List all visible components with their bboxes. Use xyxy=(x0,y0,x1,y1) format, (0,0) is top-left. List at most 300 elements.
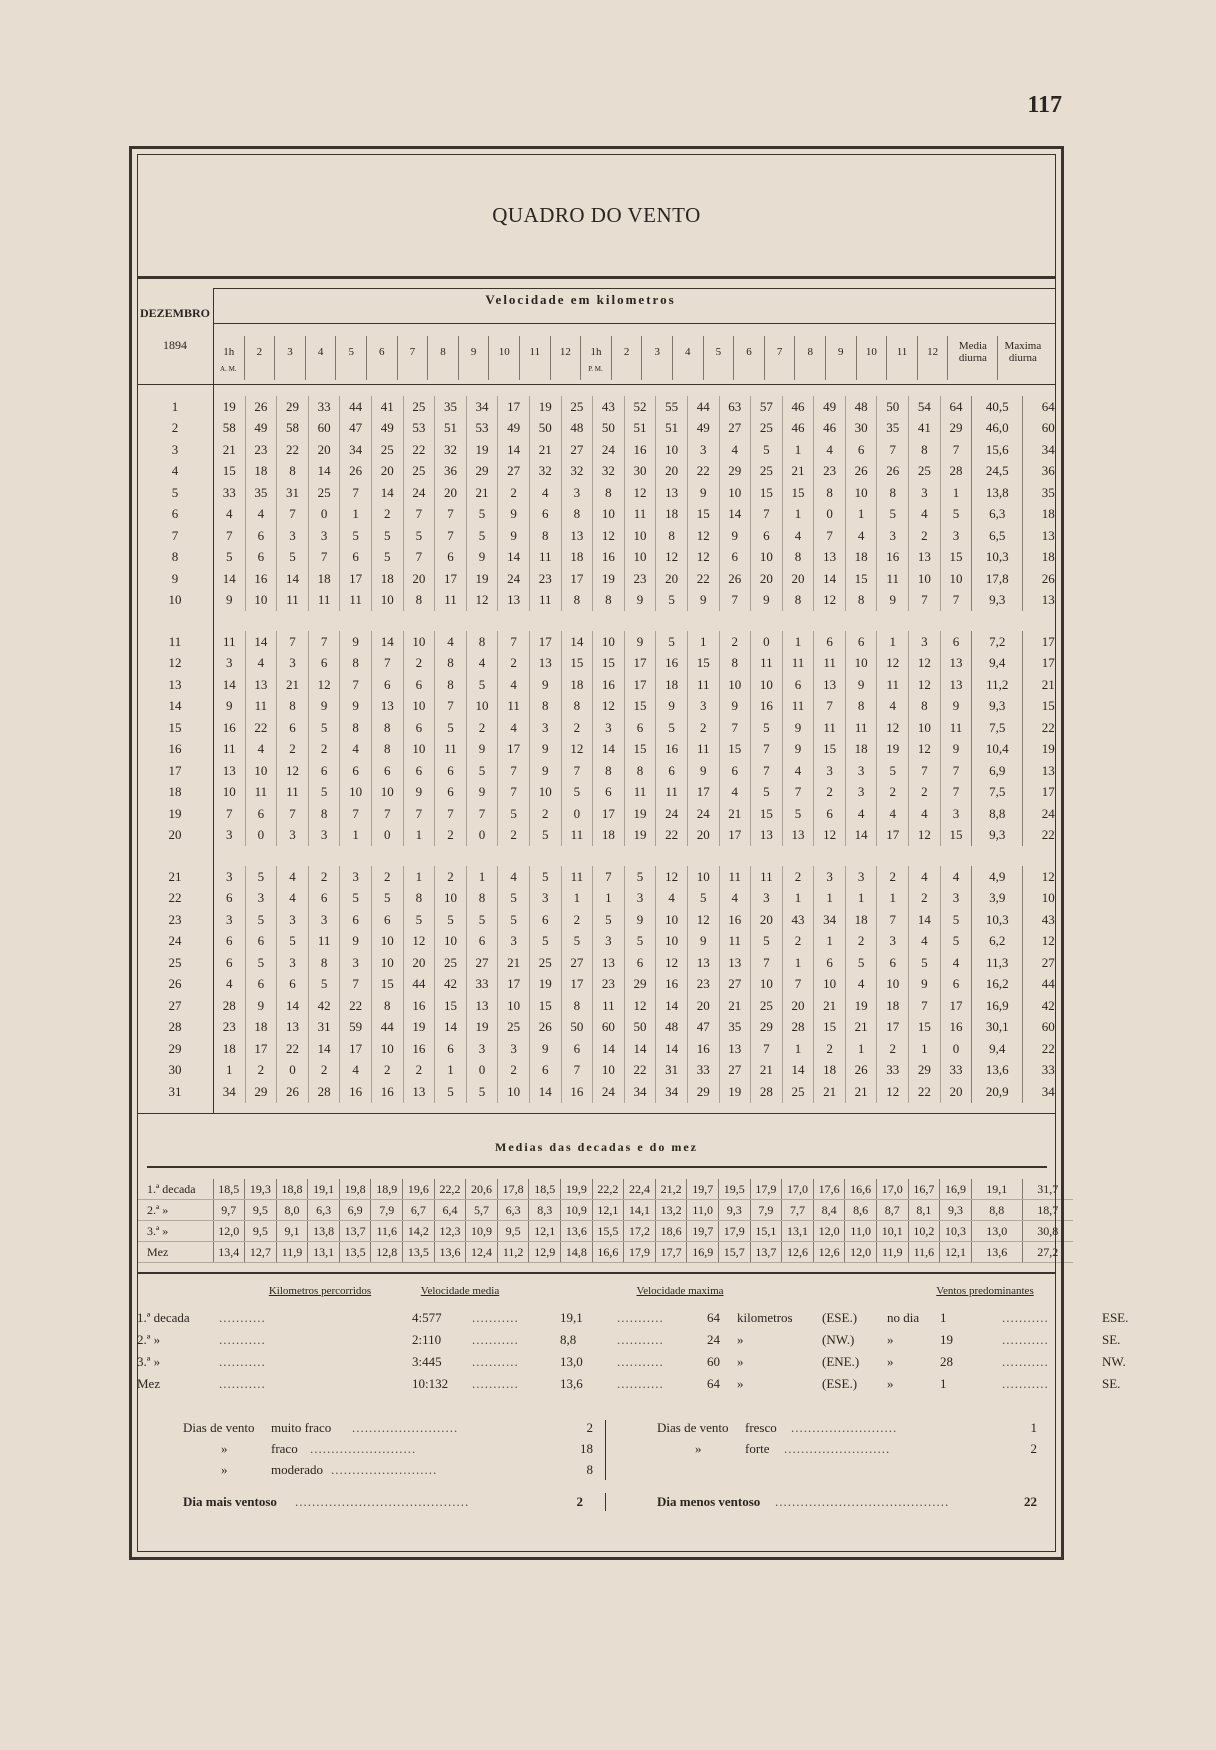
velocity-cell: 9 xyxy=(498,504,530,526)
velocity-cell: 8 xyxy=(277,461,309,483)
day-cell: 22 xyxy=(168,890,182,906)
velocity-cell: 3 xyxy=(340,866,372,888)
velocity-cell: 5 xyxy=(308,782,340,804)
mean-cell: 9,3 xyxy=(719,1200,751,1221)
velocity-cell: 3 xyxy=(529,888,561,910)
velocity-cell: 13 xyxy=(909,547,941,569)
mean-cell: 8,6 xyxy=(845,1200,877,1221)
velocity-cell: 3 xyxy=(277,825,309,847)
velocity-cell: 17 xyxy=(593,803,625,825)
velocity-cell: 7 xyxy=(782,974,814,996)
summary-unit: kilometros xyxy=(737,1310,793,1325)
hour-header: 10 xyxy=(856,336,887,380)
velocity-cell: 26 xyxy=(719,568,751,590)
mean-cell: 17,2 xyxy=(624,1221,656,1242)
table-row xyxy=(137,717,1073,739)
velocity-cell: 4 xyxy=(782,760,814,782)
velocity-cell: 4 xyxy=(877,803,909,825)
data-bottom-rule xyxy=(137,1113,1056,1114)
day-cell: 6 xyxy=(171,506,179,522)
velocity-cell: 29 xyxy=(245,1081,277,1103)
daily-mean-cell: 10,4 xyxy=(972,739,1023,761)
velocity-cell: 10 xyxy=(719,674,751,696)
velocity-cell: 6 xyxy=(277,717,309,739)
velocity-cell: 11 xyxy=(593,995,625,1017)
mean-cell: 19,6 xyxy=(403,1179,435,1200)
velocity-cell: 18 xyxy=(845,739,877,761)
means-row xyxy=(137,1221,1073,1242)
velocity-cell: 13 xyxy=(814,547,846,569)
velocity-cell: 44 xyxy=(340,396,372,418)
velocity-cell: 2 xyxy=(909,782,941,804)
velocity-cell: 3 xyxy=(940,525,972,547)
hour-header: 3 xyxy=(641,336,672,380)
velocity-cell: 13 xyxy=(719,1038,751,1060)
daily-mean-cell: 17,8 xyxy=(972,568,1023,590)
means-row xyxy=(137,1179,1073,1200)
velocity-cell: 14 xyxy=(845,825,877,847)
velocity-cell: 5 xyxy=(751,439,783,461)
velocity-cell: 5 xyxy=(877,504,909,526)
velocity-cell: 8 xyxy=(782,590,814,612)
velocity-cell: 14 xyxy=(214,674,246,696)
velocity-cell: 27 xyxy=(719,1060,751,1082)
velocity-cell: 3 xyxy=(940,803,972,825)
velocity-cell: 10 xyxy=(593,631,625,653)
velocity-cell: 4 xyxy=(814,439,846,461)
velocity-cell: 9 xyxy=(214,696,246,718)
velocity-cell: 2 xyxy=(909,525,941,547)
velocity-cell: 9 xyxy=(719,525,751,547)
velocity-cell: 12 xyxy=(656,952,688,974)
velocity-label: Velocidade em kilometros xyxy=(485,292,676,307)
velocity-cell: 11 xyxy=(751,866,783,888)
daily-mean-cell: 16,2 xyxy=(972,974,1023,996)
velocity-cell: 5 xyxy=(751,717,783,739)
velocity-cell: 3 xyxy=(593,931,625,953)
means-label: Medias das decadas e do mez xyxy=(495,1140,698,1154)
velocity-cell: 7 xyxy=(308,631,340,653)
dots: ........... xyxy=(1002,1376,1049,1391)
velocity-cell: 25 xyxy=(751,461,783,483)
velocity-cell: 1 xyxy=(214,1060,246,1082)
velocity-cell: 12 xyxy=(624,482,656,504)
velocity-cell: 22 xyxy=(403,439,435,461)
velocity-cell: 7 xyxy=(877,909,909,931)
daily-max-cell: 35 xyxy=(1023,482,1074,504)
velocity-cell: 9 xyxy=(340,696,372,718)
hour-header: 9 xyxy=(458,336,489,380)
mean-cell: 9,5 xyxy=(245,1221,277,1242)
mean-cell: 8,4 xyxy=(813,1200,845,1221)
velocity-cell: 27 xyxy=(498,461,530,483)
velocity-cell: 17 xyxy=(624,653,656,675)
velocity-cell: 5 xyxy=(466,504,498,526)
velocity-cell: 7 xyxy=(371,653,403,675)
velocity-cell: 4 xyxy=(214,504,246,526)
velocity-cell: 12 xyxy=(687,909,719,931)
velocity-cell: 5 xyxy=(371,547,403,569)
velocity-cell: 14 xyxy=(371,482,403,504)
velocity-cell: 10 xyxy=(529,782,561,804)
velocity-cell: 10 xyxy=(403,696,435,718)
velocity-cell: 19 xyxy=(624,825,656,847)
velocity-cell: 33 xyxy=(466,974,498,996)
mean-cell: 11,2 xyxy=(497,1242,529,1263)
velocity-cell: 4 xyxy=(845,803,877,825)
day-cell: 20 xyxy=(168,827,182,843)
velocity-cell: 21 xyxy=(214,439,246,461)
velocity-cell: 11 xyxy=(687,739,719,761)
table-row xyxy=(137,590,1073,612)
velocity-cell: 1 xyxy=(782,631,814,653)
mean-cell: 6,7 xyxy=(403,1200,435,1221)
velocity-cell: 8 xyxy=(656,525,688,547)
dots: ........... xyxy=(617,1354,664,1369)
velocity-cell: 14 xyxy=(277,995,309,1017)
velocity-cell: 17 xyxy=(687,782,719,804)
summary-max: 64 xyxy=(707,1376,720,1391)
velocity-cell: 1 xyxy=(403,825,435,847)
hour-header: 10 xyxy=(488,336,519,380)
table-row xyxy=(137,482,1073,504)
velocity-cell: 13 xyxy=(814,674,846,696)
summary-winds-header: Ventos predominantes xyxy=(936,1285,1034,1297)
velocity-cell: 18 xyxy=(214,1038,246,1060)
velocity-cell: 16 xyxy=(593,547,625,569)
means-label-cell: 2.ª » xyxy=(137,1200,213,1221)
velocity-cell: 12 xyxy=(308,674,340,696)
daily-max-cell: 17 xyxy=(1023,631,1074,653)
velocity-cell: 15 xyxy=(782,482,814,504)
velocity-cell: 8 xyxy=(719,653,751,675)
daily-mean-cell: 46,0 xyxy=(972,418,1023,440)
means-row xyxy=(137,1200,1073,1221)
velocity-cell: 14 xyxy=(498,547,530,569)
velocity-cell: 6 xyxy=(403,760,435,782)
velocity-cell: 22 xyxy=(277,1038,309,1060)
velocity-cell: 28 xyxy=(782,1017,814,1039)
daily-max-cell: 12 xyxy=(1023,866,1074,888)
velocity-cell: 6 xyxy=(814,803,846,825)
summary-row xyxy=(137,1310,1129,1330)
hour-header: 3 xyxy=(274,336,305,380)
velocity-cell: 9 xyxy=(687,590,719,612)
velocity-cell: 9 xyxy=(624,590,656,612)
velocity-cell: 14 xyxy=(435,1017,467,1039)
velocity-cell: 35 xyxy=(877,418,909,440)
velocity-cell: 1 xyxy=(782,504,814,526)
velocity-cell: 11 xyxy=(656,782,688,804)
velocity-cell: 5 xyxy=(656,590,688,612)
velocity-cell: 4 xyxy=(909,866,941,888)
day-cell: 19 xyxy=(168,805,182,821)
mean-cell: 6,9 xyxy=(339,1200,371,1221)
velocity-cell: 5 xyxy=(561,782,593,804)
velocity-cell: 8 xyxy=(561,696,593,718)
hours-header xyxy=(213,330,1056,380)
mean-cell: 6,3 xyxy=(308,1200,340,1221)
mean-cell: 14,2 xyxy=(403,1221,435,1242)
period-mean-cell: 8,8 xyxy=(971,1200,1022,1221)
velocity-cell: 49 xyxy=(371,418,403,440)
velocity-cell: 4 xyxy=(214,974,246,996)
velocity-cell: 2 xyxy=(498,653,530,675)
velocity-cell: 1 xyxy=(845,888,877,910)
daily-mean-cell: 20,9 xyxy=(972,1081,1023,1103)
hour-header: 5 xyxy=(335,336,366,380)
day-cell: 25 xyxy=(168,954,182,970)
daily-mean-cell: 24,5 xyxy=(972,461,1023,483)
velocity-cell: 2 xyxy=(561,909,593,931)
decade-gap xyxy=(137,611,1073,631)
velocity-cell: 10 xyxy=(371,782,403,804)
velocity-cell: 15 xyxy=(845,568,877,590)
velocity-cell: 32 xyxy=(561,461,593,483)
velocity-cell: 14 xyxy=(214,568,246,590)
velocity-cell: 25 xyxy=(561,396,593,418)
summary-unit: » xyxy=(737,1332,744,1347)
table-row xyxy=(137,461,1073,483)
velocity-cell: 29 xyxy=(909,1060,941,1082)
summary-dir: (ESE.) xyxy=(822,1310,858,1325)
velocity-cell: 4 xyxy=(940,866,972,888)
mean-cell: 17,6 xyxy=(813,1179,845,1200)
velocity-cell: 11 xyxy=(498,696,530,718)
velocity-cell: 4 xyxy=(529,482,561,504)
hour-header: 1h xyxy=(213,336,244,380)
velocity-cell: 8 xyxy=(308,803,340,825)
velocity-cell: 24 xyxy=(403,482,435,504)
velocity-cell: 9 xyxy=(845,674,877,696)
summary-day: 1 xyxy=(940,1376,947,1391)
daily-max-cell: 42 xyxy=(1023,995,1074,1017)
velocity-cell: 26 xyxy=(277,1081,309,1103)
velocity-cell: 20 xyxy=(403,568,435,590)
velocity-cell: 7 xyxy=(340,803,372,825)
velocity-cell: 3 xyxy=(845,760,877,782)
velocity-cell: 6 xyxy=(624,717,656,739)
velocity-cell: 29 xyxy=(719,461,751,483)
velocity-cell: 10 xyxy=(498,1081,530,1103)
velocity-cell: 8 xyxy=(593,760,625,782)
hour-header: 7 xyxy=(397,336,428,380)
velocity-cell: 20 xyxy=(656,461,688,483)
mean-header: Media diurna xyxy=(947,336,997,380)
table-row xyxy=(137,909,1073,931)
velocity-cell: 2 xyxy=(529,803,561,825)
velocity-cell: 6 xyxy=(782,674,814,696)
velocity-cell: 25 xyxy=(371,439,403,461)
day-cell: 10 xyxy=(168,592,182,608)
velocity-cell: 5 xyxy=(687,888,719,910)
mean-cell: 19,7 xyxy=(687,1179,719,1200)
velocity-cell: 49 xyxy=(814,396,846,418)
mean-cell: 17,9 xyxy=(624,1242,656,1263)
velocity-cell: 35 xyxy=(435,396,467,418)
mean-cell: 12,7 xyxy=(245,1242,277,1263)
velocity-cell: 5 xyxy=(340,525,372,547)
velocity-cell: 12 xyxy=(909,653,941,675)
velocity-cell: 0 xyxy=(371,825,403,847)
velocity-cell: 8 xyxy=(877,482,909,504)
velocity-cell: 11 xyxy=(277,590,309,612)
velocity-cell: 50 xyxy=(529,418,561,440)
velocity-cell: 1 xyxy=(909,1038,941,1060)
velocity-cell: 1 xyxy=(466,866,498,888)
hour-header: 8 xyxy=(794,336,825,380)
page-number: 117 xyxy=(1027,92,1062,118)
velocity-cell: 1 xyxy=(814,888,846,910)
page-title: QUADRO DO VENTO xyxy=(492,203,701,227)
velocity-cell: 11 xyxy=(308,931,340,953)
velocity-cell: 9 xyxy=(782,717,814,739)
velocity-cell: 3 xyxy=(498,931,530,953)
velocity-cell: 15 xyxy=(529,995,561,1017)
daily-max-cell: 21 xyxy=(1023,674,1074,696)
velocity-cell: 3 xyxy=(214,825,246,847)
velocity-cell: 3 xyxy=(593,717,625,739)
velocity-cell: 32 xyxy=(593,461,625,483)
day-cell: 30 xyxy=(168,1062,182,1078)
velocity-cell: 6 xyxy=(877,952,909,974)
velocity-cell: 21 xyxy=(845,1081,877,1103)
velocity-cell: 15 xyxy=(909,1017,941,1039)
velocity-cell: 12 xyxy=(814,590,846,612)
velocity-cell: 30 xyxy=(845,418,877,440)
velocity-cell: 34 xyxy=(814,909,846,931)
mean-cell: 18,8 xyxy=(276,1179,308,1200)
mean-cell: 22,4 xyxy=(624,1179,656,1200)
velocity-cell: 17 xyxy=(245,1038,277,1060)
velocity-cell: 5 xyxy=(529,931,561,953)
hour-header: 5 xyxy=(703,336,734,380)
velocity-cell: 19 xyxy=(529,974,561,996)
velocity-cell: 12 xyxy=(687,525,719,547)
velocity-cell: 21 xyxy=(751,1060,783,1082)
velocity-cell: 1 xyxy=(782,888,814,910)
day-cell: 7 xyxy=(171,527,179,543)
velocity-cell: 1 xyxy=(593,888,625,910)
velocity-cell: 8 xyxy=(561,590,593,612)
velocity-cell: 10 xyxy=(214,782,246,804)
table-row xyxy=(137,974,1073,996)
velocity-cell: 10 xyxy=(403,631,435,653)
velocity-cell: 32 xyxy=(529,461,561,483)
velocity-cell: 4 xyxy=(340,1060,372,1082)
velocity-cell: 4 xyxy=(719,782,751,804)
velocity-cell: 16 xyxy=(371,1081,403,1103)
velocity-cell: 24 xyxy=(593,439,625,461)
wind-velocity-table xyxy=(137,396,1073,1103)
hour-header: 9 xyxy=(825,336,856,380)
velocity-cell: 9 xyxy=(466,739,498,761)
velocity-cell: 14 xyxy=(308,1038,340,1060)
velocity-cell: 6 xyxy=(245,931,277,953)
velocity-cell: 35 xyxy=(245,482,277,504)
dots: ........... xyxy=(617,1310,664,1325)
velocity-cell: 0 xyxy=(245,825,277,847)
header-bottom-rule xyxy=(137,384,1056,385)
velocity-cell: 9 xyxy=(529,739,561,761)
velocity-cell: 9 xyxy=(687,760,719,782)
table-row xyxy=(137,760,1073,782)
velocity-cell: 16 xyxy=(245,568,277,590)
velocity-cell: 7 xyxy=(214,525,246,547)
velocity-cell: 7 xyxy=(371,803,403,825)
velocity-cell: 14 xyxy=(561,631,593,653)
velocity-cell: 21 xyxy=(719,803,751,825)
velocity-cell: 13 xyxy=(593,952,625,974)
daily-mean-cell: 3,9 xyxy=(972,888,1023,910)
velocity-cell: 10 xyxy=(371,590,403,612)
velocity-cell: 33 xyxy=(687,1060,719,1082)
velocity-cell: 9 xyxy=(214,590,246,612)
velocity-cell: 4 xyxy=(466,653,498,675)
summary-row xyxy=(137,1332,1121,1352)
velocity-cell: 1 xyxy=(845,1038,877,1060)
velocity-cell: 5 xyxy=(435,717,467,739)
velocity-cell: 17 xyxy=(561,974,593,996)
velocity-cell: 10 xyxy=(245,760,277,782)
velocity-cell: 10 xyxy=(403,739,435,761)
summary-wind: ESE. xyxy=(1102,1310,1129,1325)
velocity-cell: 11 xyxy=(782,696,814,718)
mean-cell: 12,4 xyxy=(466,1242,498,1263)
mean-cell: 11,9 xyxy=(876,1242,908,1263)
summary-dir: (ESE.) xyxy=(822,1376,858,1391)
summary-vel: 13,0 xyxy=(560,1354,583,1369)
daily-max-cell: 18 xyxy=(1023,504,1074,526)
velocity-cell: 24 xyxy=(656,803,688,825)
mean-cell: 17,9 xyxy=(750,1179,782,1200)
mean-cell: 8,3 xyxy=(529,1200,561,1221)
velocity-cell: 7 xyxy=(498,782,530,804)
summary-wind: SE. xyxy=(1102,1332,1121,1347)
velocity-cell: 25 xyxy=(498,1017,530,1039)
velocity-cell: 5 xyxy=(656,717,688,739)
velocity-cell: 13 xyxy=(940,674,972,696)
velocity-cell: 8 xyxy=(371,717,403,739)
velocity-cell: 5 xyxy=(245,952,277,974)
mean-cell: 11,9 xyxy=(276,1242,308,1263)
velocity-cell: 3 xyxy=(277,909,309,931)
velocity-cell: 8 xyxy=(845,590,877,612)
velocity-cell: 3 xyxy=(277,525,309,547)
velocity-cell: 31 xyxy=(277,482,309,504)
velocity-cell: 2 xyxy=(466,717,498,739)
mean-cell: 19,7 xyxy=(687,1221,719,1242)
velocity-cell: 3 xyxy=(561,482,593,504)
velocity-cell: 21 xyxy=(782,461,814,483)
velocity-cell: 7 xyxy=(435,525,467,547)
summary-dir: (ENE.) xyxy=(822,1354,860,1369)
velocity-cell: 6 xyxy=(340,547,372,569)
velocity-cell: 10 xyxy=(371,931,403,953)
velocity-cell: 10 xyxy=(940,568,972,590)
daily-max-cell: 60 xyxy=(1023,1017,1074,1039)
velocity-cell: 6 xyxy=(814,952,846,974)
velocity-cell: 7 xyxy=(561,1060,593,1082)
velocity-cell: 18 xyxy=(371,568,403,590)
velocity-cell: 0 xyxy=(466,825,498,847)
summary-day: 28 xyxy=(940,1354,953,1369)
velocity-cell: 0 xyxy=(814,504,846,526)
velocity-cell: 10 xyxy=(624,547,656,569)
velocity-cell: 22 xyxy=(687,461,719,483)
table-row xyxy=(137,696,1073,718)
velocity-cell: 17 xyxy=(877,825,909,847)
